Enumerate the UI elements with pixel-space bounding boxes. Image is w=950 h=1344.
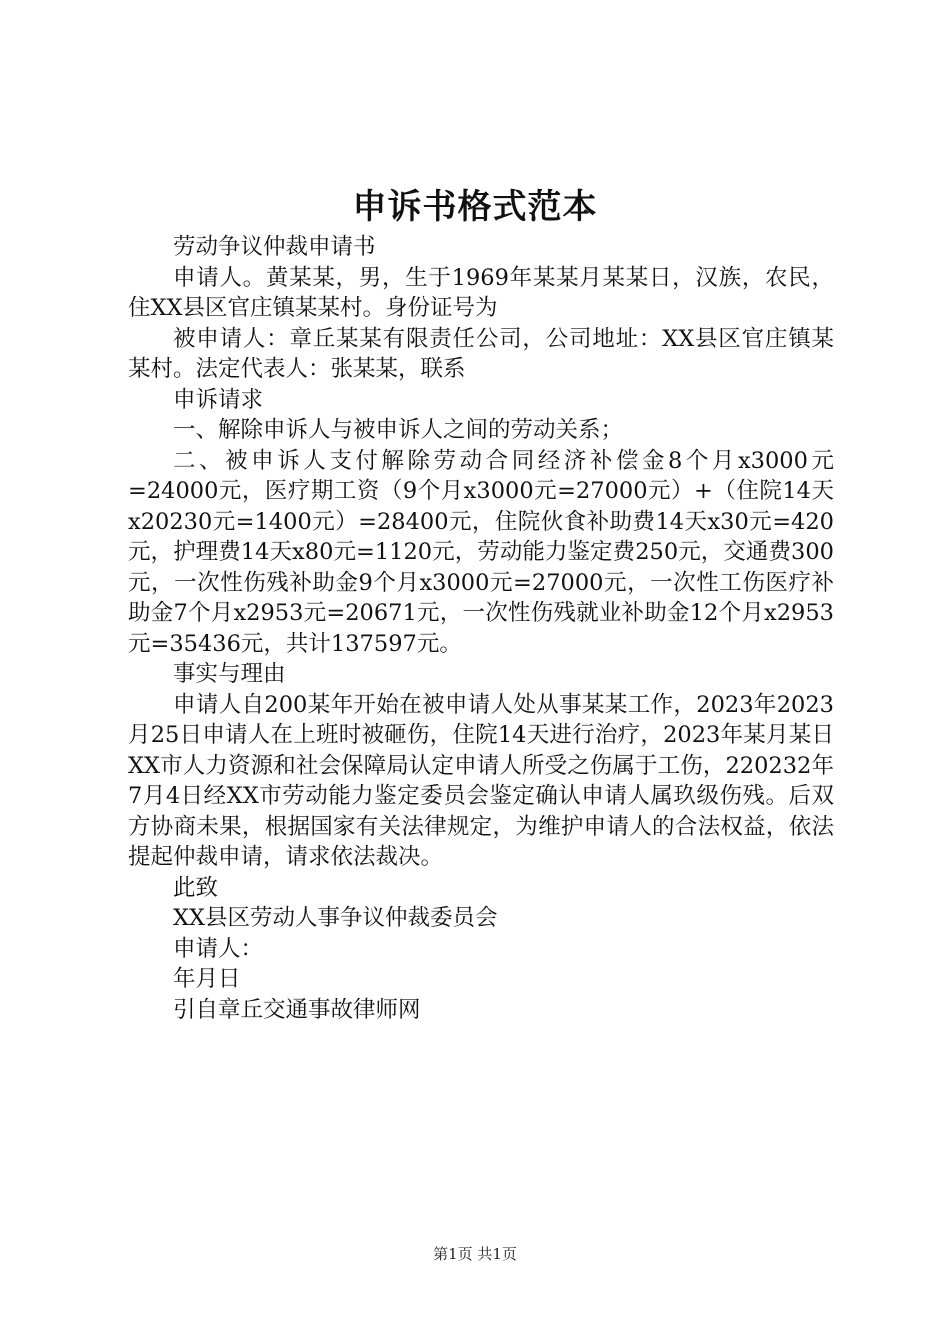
paragraph-applicant: 申请人。黄某某，男，生于1969年某某月某某日，汉族，农民，住XX县区官庄镇某某村。身份证号为 bbox=[128, 264, 834, 321]
heading-facts: 事实与理由 bbox=[173, 661, 286, 687]
document-body bbox=[128, 232, 834, 1025]
signature-date: 年月日 bbox=[173, 966, 241, 992]
signature-applicant: 申请人： bbox=[173, 935, 264, 962]
heading-claims: 申诉请求 bbox=[173, 386, 264, 413]
page-footer: 第1页 共1页 bbox=[433, 1245, 517, 1263]
claim-item-2: 二、被申诉人支付解除劳动合同经济补偿金8个月x3000元=24000元，医疗期工资（9个月x3000元=27000元）+（住院14天x20230元=1400元）=28400元，住院伙食补助费14天x30元=420元，护理费14天x80元=1120元，劳动能力鉴定费250元，交通费300元，一次性伤残补助金9个月x3000元=27000元，一次性工伤医疗补助金7个月x2953元=20671元，一次性伤残就业补助金12个月x2953元=35436元，共计137597元。 bbox=[128, 447, 834, 657]
heading-application: 劳动争议仲裁申请书 bbox=[173, 234, 376, 260]
paragraph-respondent: 被申请人：章丘某某有限责任公司，公司地址：XX县区官庄镇某某村。法定代表人：张某某，联系 bbox=[128, 325, 834, 382]
recipient-committee: XX县区劳动人事争议仲裁委员会 bbox=[173, 905, 498, 931]
closing-salutation: 此致 bbox=[173, 874, 219, 901]
paragraph-facts: 申请人自200某年开始在被申请人处从事某某工作，2023年2023月25日申请人在上班时被砸伤，住院14天进行治疗，2023年某月某日XX市人力资源和社会保障局认定申请人所受之伤属于工伤，220232年7月4日经XX市劳动能力鉴定委员会鉴定确认申请人属玖级伤残。后双方协商未果，根据国家有关法律规定，为维护申请人的合法权益，依法提起仲裁申请，请求依法裁决。 bbox=[128, 691, 834, 870]
source-note: 引自章丘交通事故律师网 bbox=[173, 996, 421, 1023]
claim-item-1: 一、解除申诉人与被申诉人之间的劳动关系； bbox=[173, 417, 624, 443]
document-title: 申诉书格式范本 bbox=[352, 187, 598, 227]
